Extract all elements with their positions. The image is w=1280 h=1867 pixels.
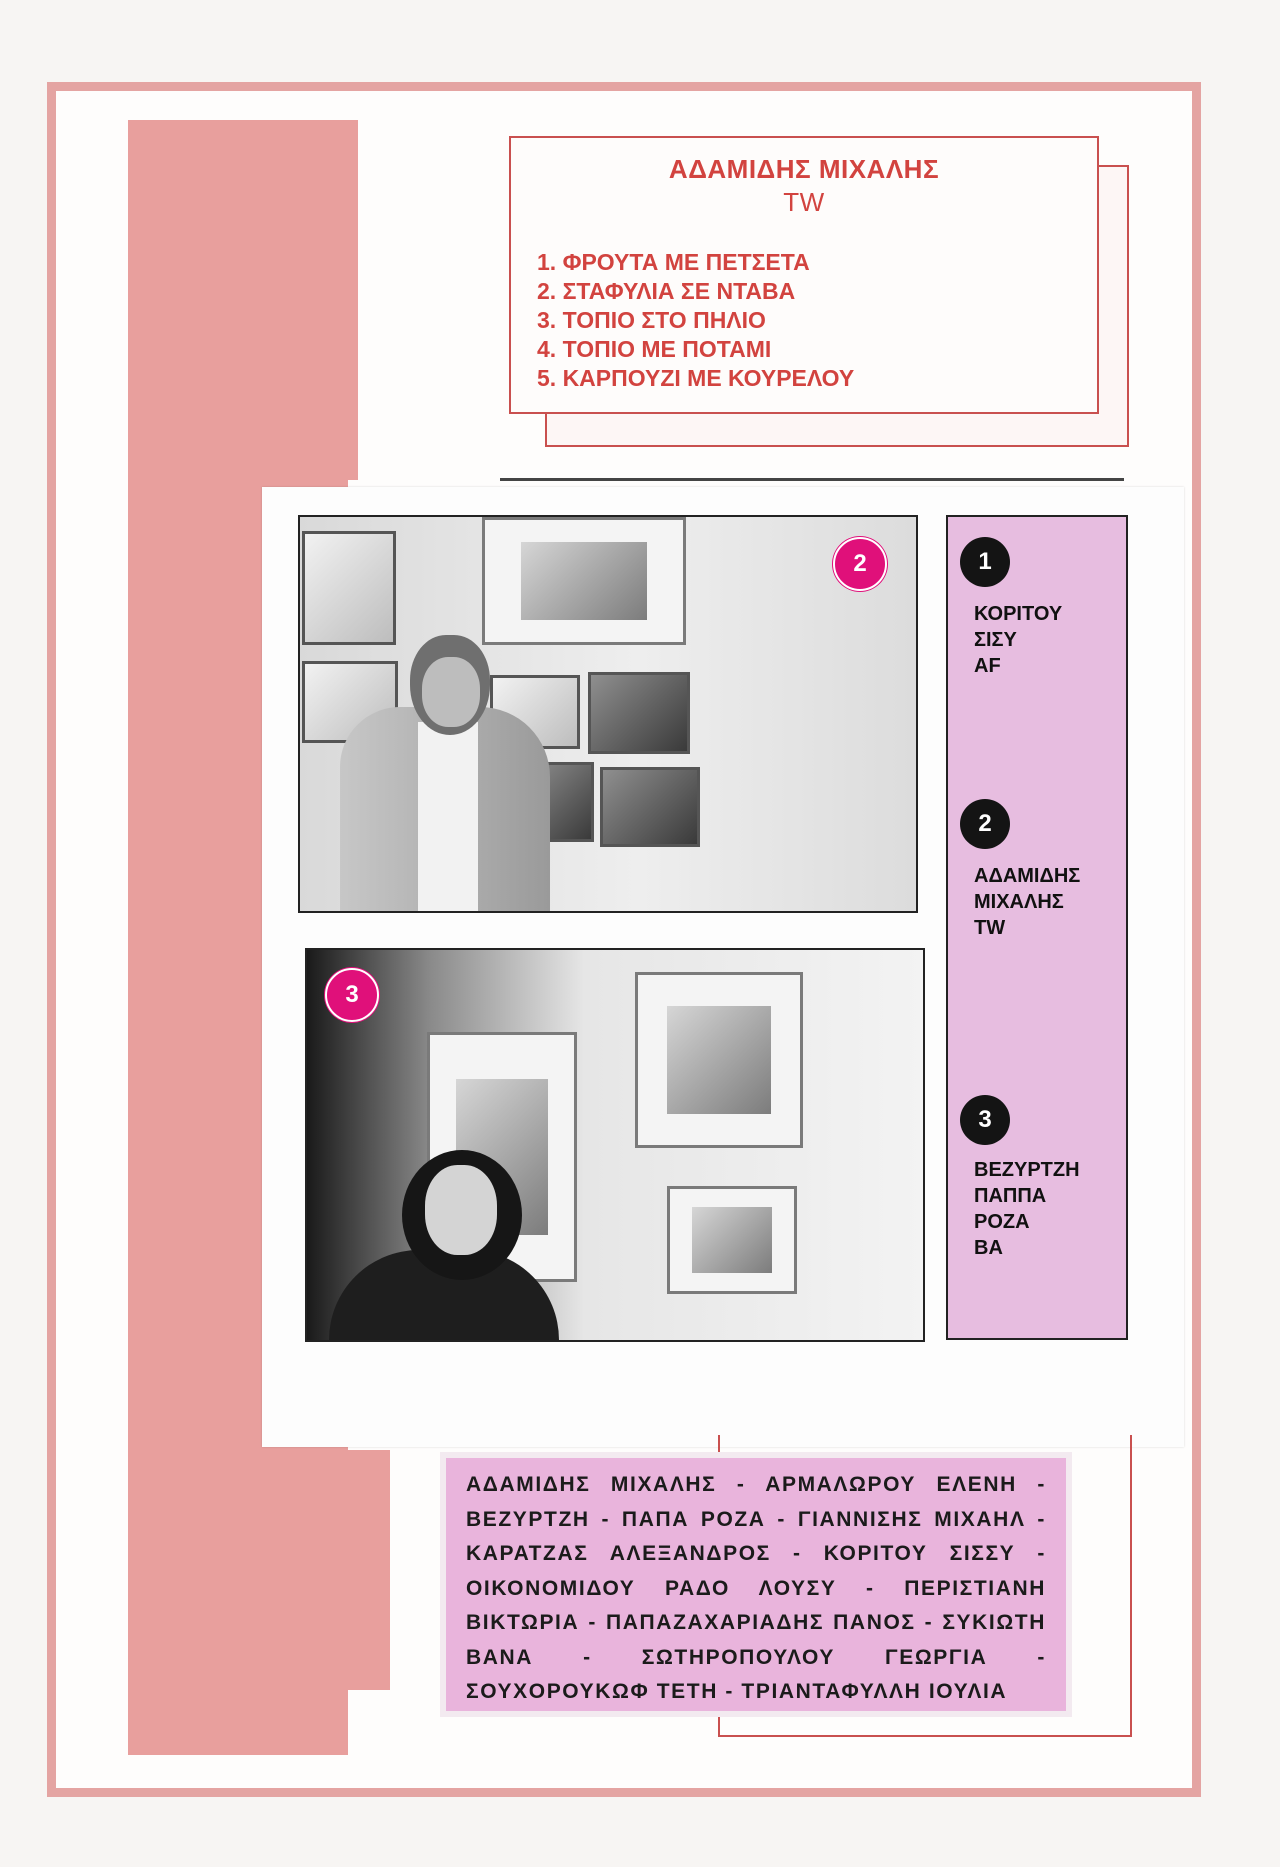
exhibition-photo-man	[298, 515, 918, 913]
caption-line: ΣΙΣΥ	[974, 629, 1017, 651]
caption-line: ΒΕΖΥΡΤΖΗ	[974, 1159, 1080, 1181]
caption-line: AF	[974, 655, 1001, 677]
painting-watermelon	[482, 517, 686, 645]
man-shirt	[418, 722, 478, 913]
work-item: 1. ΦΡΟΥΤΑ ΜΕ ΠΕΤΣΕΤΑ	[537, 249, 810, 275]
artist-title-box	[509, 136, 1099, 414]
painting-boat	[667, 1186, 797, 1294]
photo-badge-2: 2	[833, 537, 887, 591]
work-item: 3. ΤΟΠΙΟ ΣΤΟ ΠΗΛΙΟ	[537, 307, 766, 333]
caption-panel	[946, 515, 1128, 1340]
caption-line: ΑΔΑΜΙΔΗΣ	[974, 865, 1081, 887]
caption-line: ΡΟΖΑ	[974, 1211, 1030, 1233]
caption-3	[974, 1157, 1080, 1261]
work-item: 5. ΚΑΡΠΟΥΖΙ ΜΕ ΚΟΥΡΕΛΟΥ	[537, 365, 855, 391]
caption-2	[974, 863, 1080, 941]
caption-number-1: 1	[960, 537, 1010, 587]
caption-line: ΒΑ	[974, 1237, 1003, 1259]
caption-number-3: 3	[960, 1095, 1010, 1145]
caption-line: ΠΑΠΠΑ	[974, 1185, 1047, 1207]
caption-number-2: 2	[960, 799, 1010, 849]
participants-list: ΑΔΑΜΙΔΗΣ ΜΙΧΑΛΗΣ - ΑΡΜΑΛΩΡΟΥ ΕΛΕΝΗ - ΒΕΖΥΡΤΖΗ - ΠΑΠΑ ΡΟΖΑ - ΓΙΑΝΝΙΣΗΣ ΜΙΧΑΗΛ - ΚΑΡΑΤΖΑΣ ΑΛΕΞΑΝΔΡΟΣ - ΚΟΡΙΤΟΥ ΣΙΣΣΥ - ΟΙΚΟΝΟΜΙΔΟΥ ΡΑΔΟ ΛΟΥΣΥ - ΠΕΡΙΣΤΙΑΝΗ ΒΙΚΤΩΡΙΑ - ΠΑΠΑΖΑΧΑΡΙΑΔΗΣ ΠΑΝΟΣ - ΣΥΚΙΩΤΗ ΒΑΝΑ - ΣΩΤΗΡΟΠΟΥΛΟΥ ΓΕΩΡΓΙΑ - ΣΟΥΧΟΡΟΥΚΩΦ ΤΕΤΗ - ΤΡΙΑΝΤΑΦΥΛΛΗ ΙΟΥΛΙΑ	[466, 1473, 1046, 1703]
work-item: 4. ΤΟΠΙΟ ΜΕ ΠΟΤΑΜΙ	[537, 336, 772, 362]
decorative-torn-edge-top	[340, 120, 358, 480]
participants-box	[446, 1458, 1066, 1711]
photo-badge-3: 3	[325, 968, 379, 1022]
exhibition-photo-woman	[305, 948, 925, 1342]
caption-line: ΚΟΡΙΤΟΥ	[974, 603, 1063, 625]
painting-still-life	[302, 531, 396, 645]
caption-1	[974, 601, 1062, 679]
woman-face	[425, 1165, 497, 1255]
artist-class-code: TW	[783, 187, 825, 217]
man-face	[422, 657, 480, 727]
divider-line	[500, 478, 1124, 481]
work-item: 2. ΣΤΑΦΥΛΙΑ ΣΕ ΝΤΑΒΑ	[537, 278, 796, 304]
caption-line: TW	[974, 917, 1006, 939]
painting-house	[635, 972, 803, 1148]
painting-landscape	[588, 672, 690, 754]
works-list	[537, 248, 1097, 393]
caption-line: ΜΙΧΑΛΗΣ	[974, 891, 1064, 913]
decorative-torn-edge-bottom	[330, 1450, 390, 1690]
painting-grapes	[600, 767, 700, 847]
artist-name: ΑΔΑΜΙΔΗΣ ΜΙΧΑΛΗΣ	[668, 154, 940, 184]
